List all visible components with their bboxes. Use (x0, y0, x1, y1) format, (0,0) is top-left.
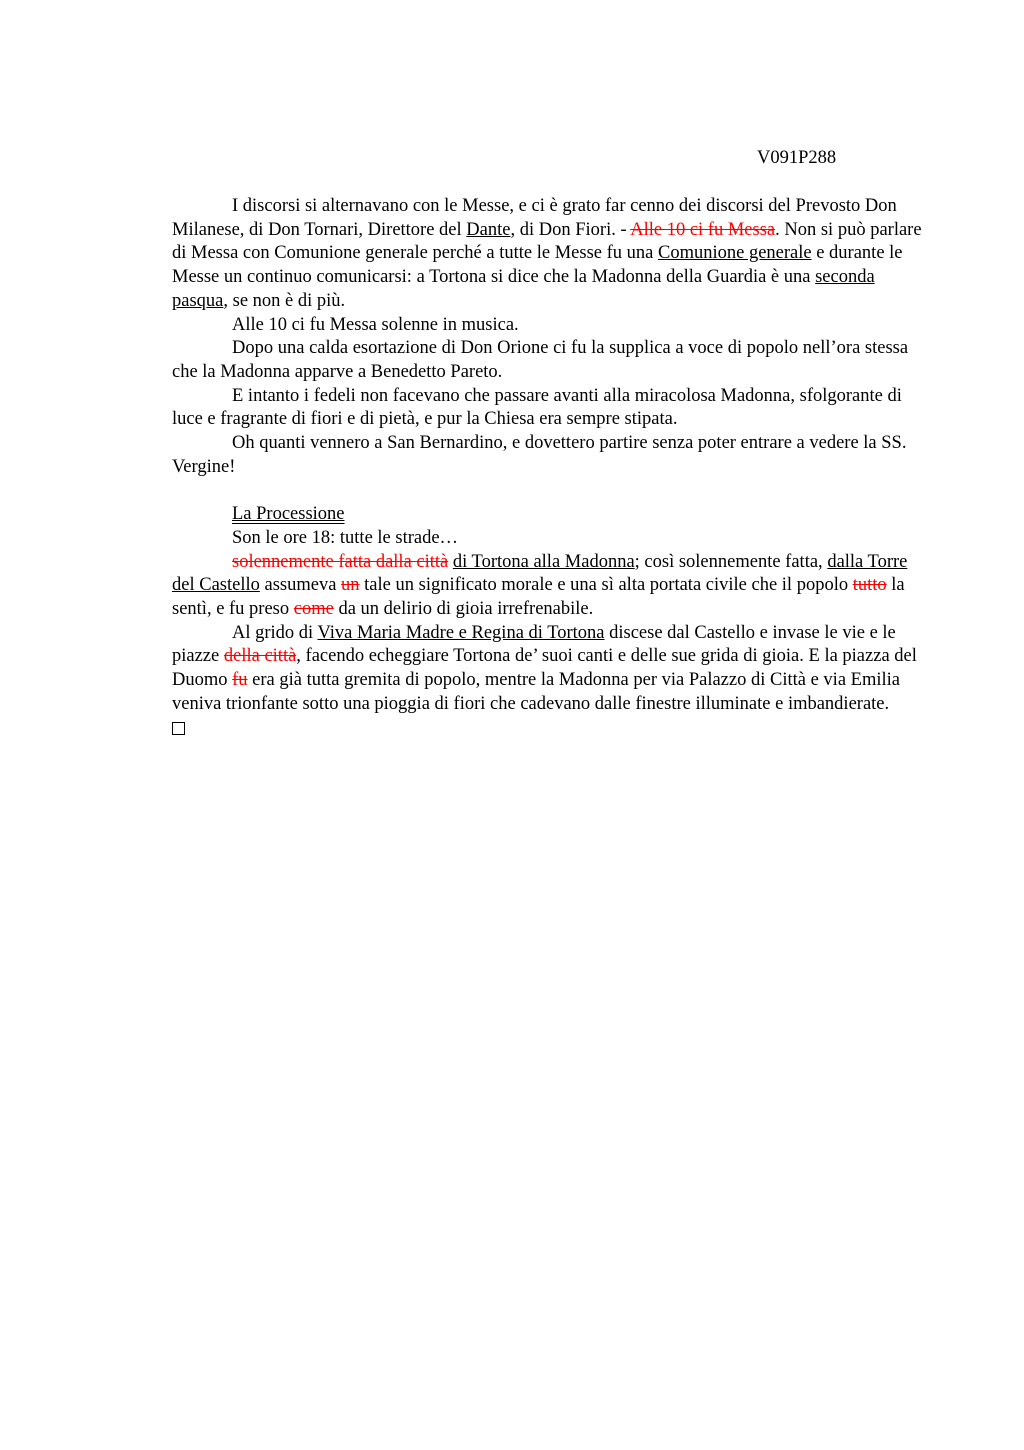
underlined-text: Comunione generale (657, 243, 812, 264)
text-run: , facendo echeggiare Tortona de’ suoi canti e delle sue grida di gioia. E la piazza del Duomo (172, 646, 917, 691)
text-run: e durante le Messe un continuo comunicarsi: a Tortona si dice che la Madonna della Guardia è una (172, 243, 903, 288)
underlined-text: dalla Torre del Castello (172, 551, 908, 596)
deleted-text: della città (223, 646, 297, 667)
paragraph-2: Alle 10 ci fu Messa solenne in musica. (232, 314, 519, 335)
page-id: V091P288 (757, 148, 837, 168)
text-run: ; così solennemente fatta, (634, 551, 828, 572)
text-run: la sentì, e fu preso (172, 575, 905, 619)
text-run: , di Don Fiori. - (510, 219, 631, 240)
deleted-text: come (293, 598, 334, 619)
paragraph-5: Oh quanti vennero a San Bernardino, e dovettero partire senza poter entrare a vedere la SS. Vergine! (172, 433, 907, 477)
underlined-text: Dante (466, 219, 511, 240)
text-run: Al grido di (232, 622, 318, 643)
paragraph-8 (172, 622, 932, 717)
text-run: assumeva (259, 575, 342, 596)
paragraph-6: Son le ore 18: tutte le strade… (232, 527, 459, 548)
text-run: tale un significato morale e una sì alta portata civile che il popolo (359, 575, 853, 596)
paragraph-3: Dopo una calda esortazione di Don Orione ci fu la supplica a voce di popolo nell’ora stessa che la Madonna apparve a Benedetto Pareto. (172, 338, 909, 382)
text-run: , se non è di più. (223, 290, 346, 311)
text-run: era già tutta gremita di popolo, mentre la Madonna per via Palazzo di Città e via Emilia veniva trionfante sotto una pioggia di fiori che cadevano dalle finestre illuminate e imbandierate. (172, 670, 900, 714)
underlined-text: Viva Maria Madre e Regina di Tortona (317, 622, 605, 643)
text-run: discese dal Castello e invase le vie e le piazze (172, 622, 896, 667)
section-heading (172, 503, 932, 527)
deleted-text: un (341, 575, 360, 596)
text-run: . Non si può parlare di Messa con Comunione generale perché a tutte le Messe fu una (172, 219, 922, 264)
deleted-text: tutto (852, 575, 887, 596)
paragraph-4: E intanto i fedeli non facevano che passare avanti alla miracolosa Madonna, sfolgorante di luce e fragrante di fiori e di pietà, e pur la Chiesa era sempre stipata. (172, 385, 902, 430)
section-heading-text: La Processione (232, 504, 345, 525)
paragraph-1 (172, 195, 932, 314)
deleted-text: fu (232, 670, 248, 691)
empty-square-icon (172, 722, 185, 735)
blank-line (172, 479, 932, 503)
text-run: da un delirio di gioia irrefrenabile. (333, 598, 594, 619)
deleted-text: Alle 10 ci fu Messa (630, 219, 776, 240)
text-run: I discorsi si alternavano con le Messe, e ci è grato far cenno dei discorsi del Prevosto Don Milanese, di Don Tornari, Direttore del (172, 196, 897, 240)
deleted-text: solennemente fatta dalla città (232, 551, 449, 572)
underlined-text: seconda pasqua (172, 267, 875, 311)
underlined-text: di Tortona alla Madonna (452, 551, 635, 572)
paragraph-7 (172, 551, 932, 622)
document-body (172, 195, 932, 735)
